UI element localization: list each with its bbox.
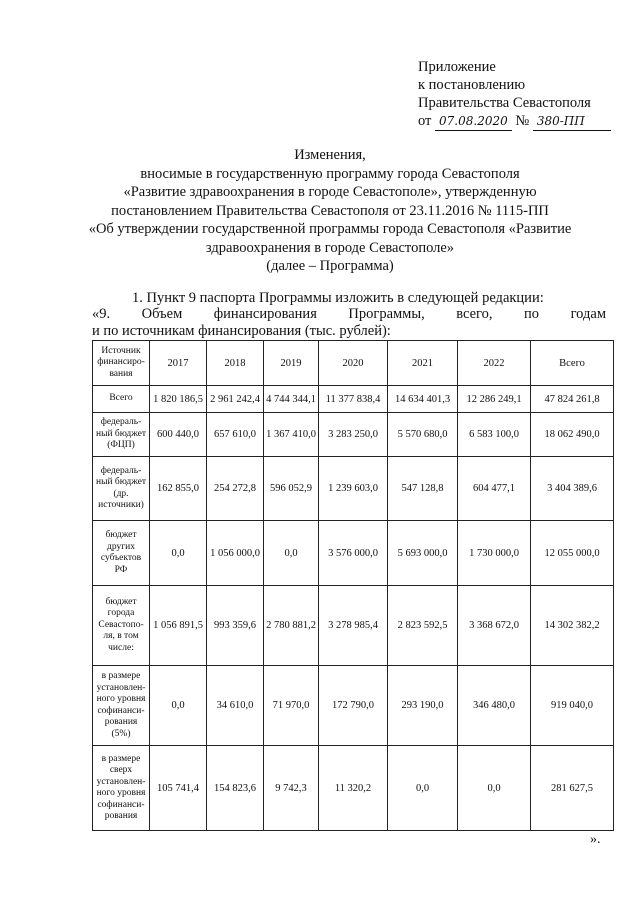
handwritten-number: 380-ПП <box>533 112 611 131</box>
document-title <box>70 146 590 276</box>
value-cell: 600 440,0 <box>150 413 207 457</box>
number-label: № <box>515 113 530 129</box>
header-cell: Источник финансиро-вания <box>93 341 150 386</box>
paragraph-1: 1. Пункт 9 паспорта Программы изложить в следующей редакции: <box>132 290 544 306</box>
value-cell: 11 320,2 <box>319 746 388 831</box>
row-label: Всего <box>93 386 150 413</box>
title-line: вносимые в государственную программу города Севастополя <box>140 165 520 182</box>
row-label: бюджет города Севастопо-ля, в том числе: <box>93 586 150 666</box>
header-cell: 2020 <box>319 341 388 386</box>
title-line: «Об утверждении государственной программы города Севастополя «Развитие <box>88 221 572 237</box>
title-line: Изменения, <box>294 147 366 163</box>
value-cell: 47 824 261,8 <box>531 386 614 413</box>
value-cell: 0,0 <box>388 746 458 831</box>
value-cell: 162 855,0 <box>150 457 207 521</box>
value-cell: 281 627,5 <box>531 746 614 831</box>
closing-quote: ». <box>590 832 601 847</box>
row-label: в размере сверх установлен-ного уровня софинанси-рования <box>93 746 150 831</box>
table-row <box>93 666 614 746</box>
appendix-header <box>418 58 611 131</box>
value-cell: 172 790,0 <box>319 666 388 746</box>
value-cell: 1 239 603,0 <box>319 457 388 521</box>
value-cell: 0,0 <box>150 666 207 746</box>
value-cell: 3 576 000,0 <box>319 521 388 586</box>
row-label: в размере установлен-ного уровня софинанси-рования (5%) <box>93 666 150 746</box>
appendix-line: Приложение <box>418 59 496 75</box>
title-line: постановлением Правительства Севастополя от 23.11.2016 № 1115-ПП <box>111 202 549 219</box>
value-cell: 6 583 100,0 <box>458 413 531 457</box>
value-cell: 3 368 672,0 <box>458 586 531 666</box>
value-cell: 346 480,0 <box>458 666 531 746</box>
paragraph-2: «9. Объем финансирования Программы, всего, по годам <box>92 306 606 322</box>
table-row <box>93 386 614 413</box>
table-row <box>93 586 614 666</box>
value-cell: 919 040,0 <box>531 666 614 746</box>
value-cell: 9 742,3 <box>264 746 319 831</box>
value-cell: 105 741,4 <box>150 746 207 831</box>
value-cell: 2 823 592,5 <box>388 586 458 666</box>
value-cell: 14 302 382,2 <box>531 586 614 666</box>
table-row <box>93 746 614 831</box>
table-row <box>93 521 614 586</box>
appendix-line: Правительства Севастополя <box>418 95 591 111</box>
value-cell: 1 730 000,0 <box>458 521 531 586</box>
value-cell: 12 286 249,1 <box>458 386 531 413</box>
value-cell: 4 744 344,1 <box>264 386 319 413</box>
header-cell: 2022 <box>458 341 531 386</box>
header-cell: 2019 <box>264 341 319 386</box>
value-cell: 71 970,0 <box>264 666 319 746</box>
value-cell: 1 367 410,0 <box>264 413 319 457</box>
value-cell: 14 634 401,3 <box>388 386 458 413</box>
value-cell: 1 820 186,5 <box>150 386 207 413</box>
value-cell: 293 190,0 <box>388 666 458 746</box>
value-cell: 34 610,0 <box>207 666 264 746</box>
appendix-line: к постановлению <box>418 77 526 93</box>
header-cell: 2017 <box>150 341 207 386</box>
value-cell: 254 272,8 <box>207 457 264 521</box>
header-cell: Всего <box>531 341 614 386</box>
value-cell: 2 780 881,2 <box>264 586 319 666</box>
value-cell: 3 278 985,4 <box>319 586 388 666</box>
row-label: федераль-ный бюджет (ФЦП) <box>93 413 150 457</box>
value-cell: 12 055 000,0 <box>531 521 614 586</box>
table-row <box>93 457 614 521</box>
table-row <box>93 413 614 457</box>
financing-table <box>92 340 614 831</box>
from-label: от <box>418 113 432 129</box>
value-cell: 0,0 <box>458 746 531 831</box>
value-cell: 11 377 838,4 <box>319 386 388 413</box>
title-line: здравоохранения в городе Севастополе» <box>205 239 455 256</box>
value-cell: 5 693 000,0 <box>388 521 458 586</box>
value-cell: 657 610,0 <box>207 413 264 457</box>
header-cell: 2021 <box>388 341 458 386</box>
title-line: «Развитие здравоохранения в городе Севастополе», утвержденную <box>123 184 537 200</box>
value-cell: 547 128,8 <box>388 457 458 521</box>
value-cell: 0,0 <box>264 521 319 586</box>
value-cell: 0,0 <box>150 521 207 586</box>
value-cell: 2 961 242,4 <box>207 386 264 413</box>
value-cell: 5 570 680,0 <box>388 413 458 457</box>
title-line: (далее – Программа) <box>266 258 394 274</box>
value-cell: 993 359,6 <box>207 586 264 666</box>
value-cell: 1 056 891,5 <box>150 586 207 666</box>
value-cell: 3 283 250,0 <box>319 413 388 457</box>
value-cell: 596 052,9 <box>264 457 319 521</box>
handwritten-date: 07.08.2020 <box>435 112 512 131</box>
row-label: федераль-ный бюджет (др. источники) <box>93 457 150 521</box>
appendix-date-line <box>418 112 611 131</box>
row-label: бюджет других субъектов РФ <box>93 521 150 586</box>
value-cell: 3 404 389,6 <box>531 457 614 521</box>
table-header-row <box>93 341 614 386</box>
header-cell: 2018 <box>207 341 264 386</box>
value-cell: 154 823,6 <box>207 746 264 831</box>
value-cell: 1 056 000,0 <box>207 521 264 586</box>
value-cell: 604 477,1 <box>458 457 531 521</box>
paragraph-3: и по источникам финансирования (тыс. рублей): <box>92 323 391 339</box>
value-cell: 18 062 490,0 <box>531 413 614 457</box>
